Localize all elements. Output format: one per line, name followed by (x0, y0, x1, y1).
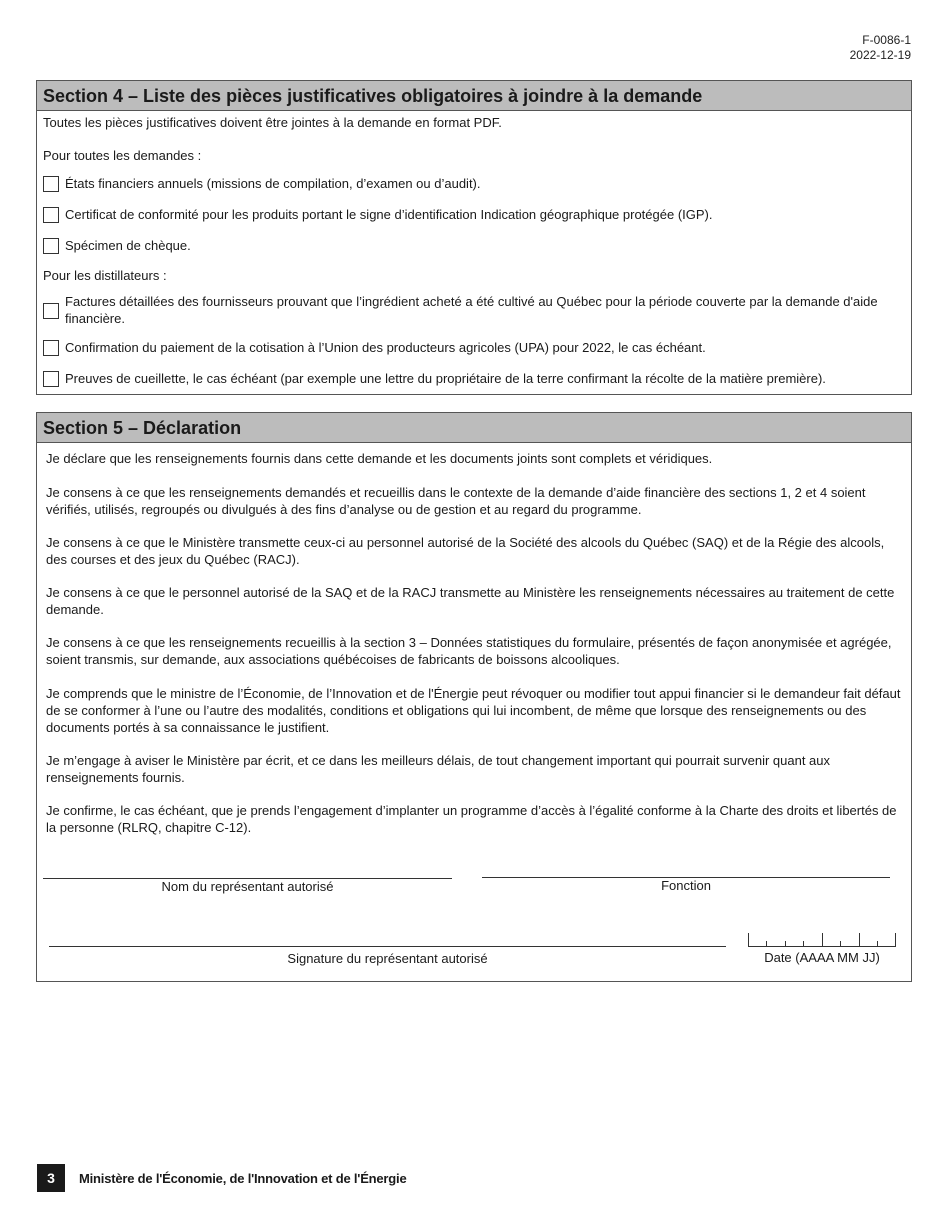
declaration-paragraph: Je déclare que les renseignements fournis dans cette demande et les documents joints sont complets et véridiques. (46, 451, 713, 466)
signature-field[interactable] (49, 946, 726, 947)
declaration-paragraph: Je consens à ce que le personnel autorisé de la SAQ et de la RACJ transmette au Ministère les renseignements nécessaires au traitement de cette demande. (46, 585, 895, 617)
section-5 (36, 412, 912, 982)
checkbox-label: Factures détaillées des fournisseurs prouvant que l’ingrédient acheté a été cultivé au Québec pour la période couverte par la demande d'aide financière. (65, 294, 878, 326)
ministry-name: Ministère de l'Économie, de l'Innovation et de l'Énergie (79, 1171, 407, 1186)
checkbox-label: Certificat de conformité pour les produits portant le signe d’identification Indication géographique protégée (IGP). (65, 207, 713, 222)
date-tick (785, 941, 786, 947)
section-4-intro: Toutes les pièces justificatives doivent être jointes à la demande en format PDF. (43, 115, 502, 130)
function-label: Fonction (661, 878, 711, 893)
rep-name-label: Nom du représentant autorisé (161, 879, 334, 894)
declaration-paragraph: Je m’engage à aviser le Ministère par écrit, et ce dans les meilleurs délais, de tout changement important qui pourrait survenir quant aux renseignements fournis. (46, 753, 831, 785)
checkbox-harvest-proof[interactable] (43, 371, 59, 387)
declaration-paragraph: Je confirme, le cas échéant, que je prends l’engagement d’implanter un programme d’accès à l’égalité conforme à la Charte des droits et libertés de la personne (RLRQ, chapitre C-12). (46, 803, 897, 835)
date-tick (840, 941, 841, 947)
declaration-paragraph: Je consens à ce que le Ministère transmette ceux-ci au personnel autorisé de la Société des alcools du Québec (SAQ) et de la Régie des alcools, des courses et des jeux du Québec (RACJ). (46, 535, 885, 567)
checkbox-label: États financiers annuels (missions de compilation, d’examen ou d’audit). (65, 176, 481, 191)
checkbox-label: Confirmation du paiement de la cotisation à l’Union des producteurs agricoles (UPA) pour 2022, le cas échéant. (65, 340, 706, 355)
declaration-paragraph: Je consens à ce que les renseignements recueillis à la section 3 – Données statistiques du formulaire, présentés de façon anonymisée et agrégée, soient transmis, sur demande, aux associations québécoises de fabricants de boissons alcooliques. (46, 635, 892, 667)
declaration-paragraph: Je consens à ce que les renseignements demandés et recueillis dans le contexte de la demande d’aide financière des sections 1, 2 et 4 soient vérifiés, utilisés, regroupés ou divulgués à des fins d’analyse ou de gestion et au regard du programme. (46, 485, 866, 517)
form-code (850, 33, 911, 63)
signature-label: Signature du représentant autorisé (287, 951, 488, 966)
section-4-title: Section 4 – Liste des pièces justificatives obligatoires à joindre à la demande (37, 81, 911, 111)
checkbox-supplier-invoices[interactable] (43, 303, 59, 319)
checkbox-upa-payment[interactable] (43, 340, 59, 356)
date-tick (877, 941, 878, 947)
date-tick (766, 941, 767, 947)
section-5-title: Section 5 – Déclaration (37, 413, 911, 443)
form-date: 2022-12-19 (849, 48, 911, 62)
date-tick (822, 933, 823, 947)
checkbox-label: Spécimen de chèque. (65, 238, 191, 253)
declaration-paragraph: Je comprends que le ministre de l’Économie, de l’Innovation et de l'Énergie peut révoquer ou modifier tout appui financier si le demandeur fait défaut de se conformer à l’une ou l’autre des modalités, conditions et obligations qui lui incombent, de même que lorsque des renseignements ou des documents portés à sa connaissance le justifient. (46, 686, 901, 735)
section-4 (36, 80, 912, 395)
date-tick (859, 933, 860, 947)
date-tick (895, 933, 896, 947)
checkbox-financial-statements[interactable] (43, 176, 59, 192)
date-label: Date (AAAA MM JJ) (764, 950, 880, 965)
group-all-label: Pour toutes les demandes : (43, 148, 202, 163)
checkbox-igp-certificate[interactable] (43, 207, 59, 223)
date-field[interactable] (748, 933, 896, 947)
group-distillers-label: Pour les distillateurs : (43, 268, 167, 283)
page-number: 3 (37, 1164, 65, 1192)
checkbox-label: Preuves de cueillette, le cas échéant (par exemple une lettre du propriétaire de la terre confirmant la récolte de la matière première). (65, 371, 826, 386)
form-number: F-0086-1 (862, 33, 911, 47)
date-tick (748, 933, 749, 947)
date-tick (803, 941, 804, 947)
checkbox-cheque-specimen[interactable] (43, 238, 59, 254)
